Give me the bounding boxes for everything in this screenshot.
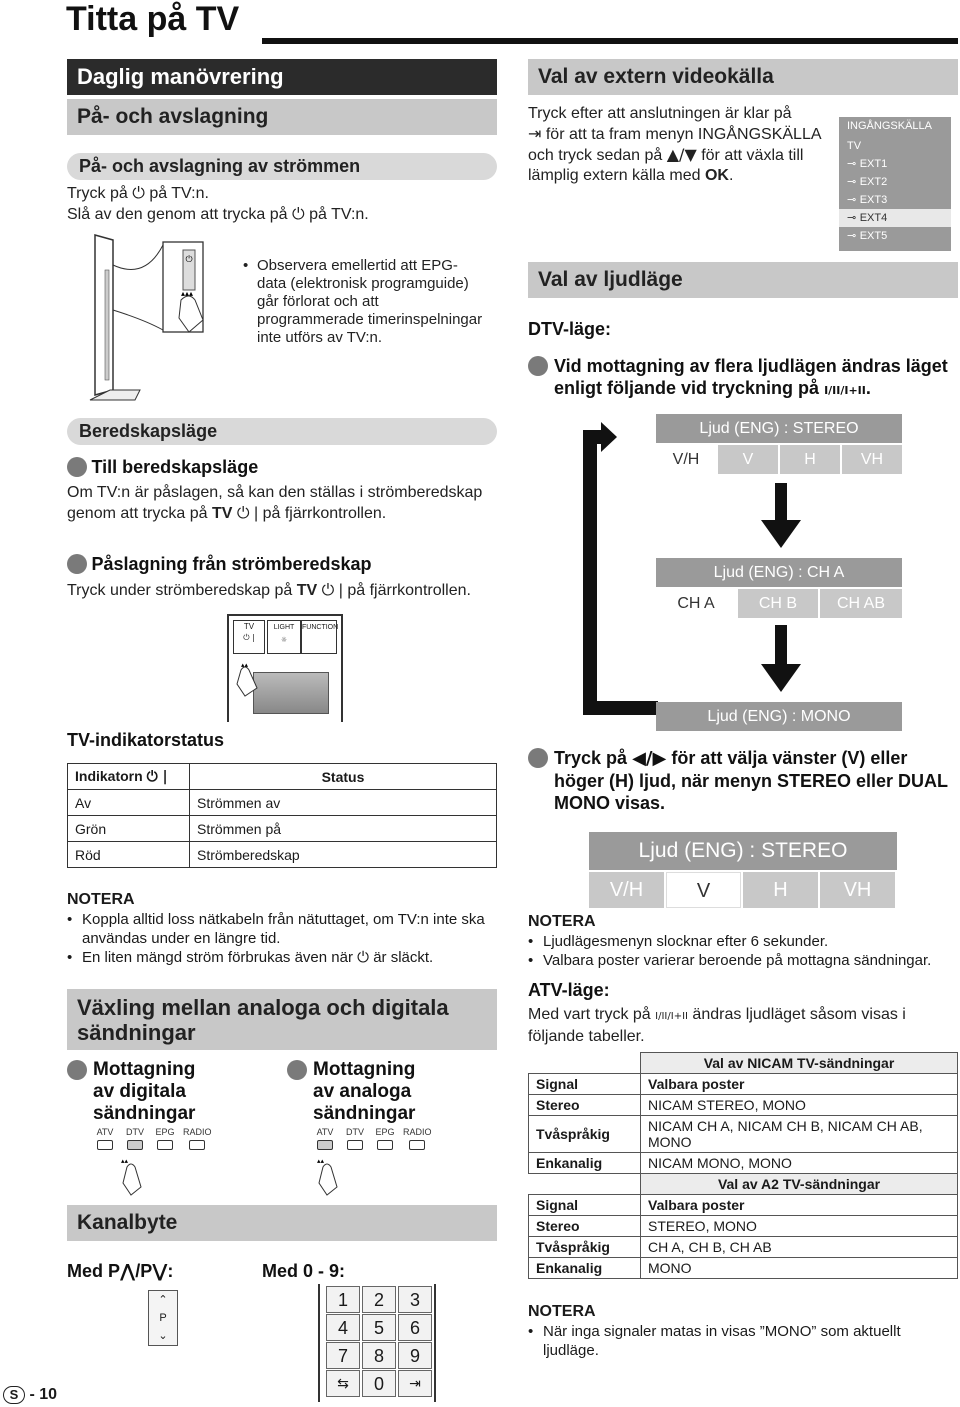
remote-screen xyxy=(253,672,329,714)
table-row: Enkanalig MONO xyxy=(529,1258,958,1279)
stereo-menu xyxy=(656,414,902,474)
page-number: S - 10 xyxy=(3,1386,57,1404)
ind-col2: Status xyxy=(190,764,497,790)
hand-icon xyxy=(233,658,263,698)
digit-key[interactable]: 0 xyxy=(362,1370,396,1397)
table-row: Av Strömmen av xyxy=(68,790,497,816)
digit-key[interactable]: 5 xyxy=(362,1314,396,1341)
note-item: • Ljudlägesmenyn slocknar efter 6 sekunder. xyxy=(528,932,956,951)
return-icon[interactable]: ⇆ xyxy=(326,1370,360,1397)
p-rocker[interactable]: ⌃ P ⌄ xyxy=(148,1290,178,1346)
mott-dig: Mottagning av digitala sändningar xyxy=(67,1059,217,1125)
cha-option: CH AB xyxy=(820,589,902,618)
paslag-text: Tryck under strömberedskap på TV ⏻ | på fjärrkontrollen. xyxy=(67,580,471,599)
remote-tv-key: TV ⏻ | xyxy=(233,620,265,654)
dtv-key[interactable] xyxy=(127,1140,143,1150)
section-vaxling: Växling mellan analoga och digitala sändningar xyxy=(67,989,497,1050)
pill-pa-av-strom: På- och avslagning av strömmen xyxy=(67,153,497,180)
input-icon: ⇥ xyxy=(528,124,542,143)
note-item: • Valbara poster varierar beroende på mottagna sändningar. xyxy=(528,951,956,970)
notes-left xyxy=(67,910,487,967)
radio-key[interactable] xyxy=(409,1140,425,1150)
notes-right-2 xyxy=(528,1322,928,1360)
table-row: Tvåspråkig CH A, CH B, CH AB xyxy=(529,1237,958,1258)
input-source-item[interactable]: ⊸ EXT4 xyxy=(839,209,951,227)
digit-key[interactable]: 7 xyxy=(326,1342,360,1369)
plug-icon: ⊸ xyxy=(847,175,860,188)
mott-ana: Mottagning av analoga sändningar xyxy=(287,1059,437,1125)
bullet-icon xyxy=(528,356,548,376)
atv-key[interactable] xyxy=(97,1140,113,1150)
title-rule xyxy=(262,38,958,44)
bullet-icon xyxy=(67,457,87,477)
ind-col1: Indikatorn ⏻ | xyxy=(68,764,190,790)
hand-icon xyxy=(113,1155,153,1197)
med-p: Med P⋀/P⋁: xyxy=(67,1261,174,1282)
notera-left: NOTERA xyxy=(67,891,135,908)
bullet-icon xyxy=(528,748,548,768)
nicam-table: Val av NICAM TV-sändningar Signal Valbara poster Stereo NICAM STEREO, MONO Tvåspråkig NICAM CH A, NICAM CH B, NICAM CH AB, MONO Enkanalig NICAM MONO, MONO Val av A2 TV-sändningar Signal Valbara poster Stereo STEREO, MONO Tvåspråkig CH A, CH B, CH AB Enkanalig MONO xyxy=(528,1052,958,1279)
keys-analog: ATV DTV EPG RADIO ▴▴ xyxy=(313,1127,433,1202)
table-row: Stereo NICAM STEREO, MONO xyxy=(529,1095,958,1116)
svg-text:▴▴▴: ▴▴▴ xyxy=(181,289,194,298)
digit-key[interactable]: 3 xyxy=(398,1286,432,1313)
big-stereo-option: VH xyxy=(820,872,895,908)
paslag-head: Påslagning från strömberedskap xyxy=(67,553,372,575)
power-on-text: Tryck på ⏻ på TV:n. Slå av den genom att trycka på ⏻ på TV:n. xyxy=(67,183,369,223)
notera-right: NOTERA xyxy=(528,913,596,930)
section-ljud: Val av ljudläge xyxy=(528,262,958,298)
page-badge: S xyxy=(3,1386,25,1404)
table-row: Stereo STEREO, MONO xyxy=(529,1216,958,1237)
table-row: Röd Strömberedskap xyxy=(68,842,497,868)
input-source-item[interactable]: ⊸ EXT2 xyxy=(847,175,888,188)
dtv-key[interactable] xyxy=(347,1140,363,1150)
chevron-down-icon: ⌄ xyxy=(158,1329,168,1342)
up-down-arrows-icon: ▲/▼ xyxy=(666,145,697,164)
svg-text:⏻: ⏻ xyxy=(185,255,193,265)
plug-icon: ⊸ xyxy=(847,157,860,170)
plug-icon: ⊸ xyxy=(847,211,860,224)
med-09: Med 0 - 9: xyxy=(262,1261,346,1281)
atv-text: Med vart tryck på I/II/I+II ändras ljudläget såsom visas i följande tabeller. xyxy=(528,1006,906,1045)
power-icon: ⏻ xyxy=(132,183,145,202)
notes-right xyxy=(528,932,956,970)
observera-note: • Observera emellertid att EPG-data (elektronisk programguide) går förlorat och att programmerade timerinspelningar inte utförs av TV:n. xyxy=(243,257,483,346)
mono-menu: Ljud (ENG) : MONO xyxy=(656,702,902,731)
indikator-head: TV-indikatorstatus xyxy=(67,730,225,750)
note-item: • När inga signaler matas in visas ”MONO” som aktuellt ljudläge. xyxy=(528,1322,928,1360)
cha-menu-title: Ljud (ENG) : CH A xyxy=(656,558,902,587)
hand-icon xyxy=(309,1155,349,1197)
note-item: • En liten mängd ström förbrukas även när ⏻ är släckt. xyxy=(67,948,487,967)
digit-keypad xyxy=(318,1284,436,1402)
plug-icon: ⊸ xyxy=(847,193,860,206)
input-icon[interactable]: ⇥ xyxy=(398,1370,432,1397)
section-daglig: Daglig manövrering xyxy=(67,59,497,95)
extern-text: Tryck efter att anslutningen är klar på ⇥ för att ta fram menyn INGÅNGSKÄLLA och tryck sedan på ▲/▼ för att växla till lämplig extern källa med OK. xyxy=(528,105,821,184)
atv-key[interactable] xyxy=(317,1140,333,1150)
epg-key[interactable] xyxy=(377,1140,393,1150)
note-item: • Koppla alltid loss nätkabeln från nätuttaget, om TV:n inte ska användas under en längre tid. xyxy=(67,910,487,948)
stereo-option: V xyxy=(718,445,778,474)
input-source-item[interactable]: ⊸ EXT1 xyxy=(847,157,888,170)
page-title: Titta på TV xyxy=(66,0,240,38)
till-beredskap-text: Om TV:n är påslagen, så kan den ställas i strömberedskap genom att trycka på TV ⏻ | på fjärrkontrollen. xyxy=(67,484,483,522)
power-icon: ⏻ xyxy=(236,503,250,522)
till-beredskap-head: Till beredskapsläge xyxy=(67,456,258,478)
keys-digital: ATV DTV EPG RADIO ▴▴ xyxy=(93,1127,213,1202)
digit-key[interactable]: 1 xyxy=(326,1286,360,1313)
stereo-option: H xyxy=(780,445,840,474)
chevron-up-icon: ⌃ xyxy=(158,1293,168,1306)
bullet-icon xyxy=(67,1060,87,1080)
digit-key[interactable]: 9 xyxy=(398,1342,432,1369)
input-source-item[interactable]: ⊸ EXT5 xyxy=(847,229,888,242)
digit-key[interactable]: 2 xyxy=(362,1286,396,1313)
left-right-arrows-icon: ◀/▶ xyxy=(632,748,667,769)
tv-power-illustration xyxy=(85,230,255,405)
big-stereo-menu xyxy=(589,832,897,908)
notera-right-2: NOTERA xyxy=(528,1303,596,1320)
svg-text:▴▴: ▴▴ xyxy=(241,661,249,669)
stereo-option: VH xyxy=(842,445,902,474)
big-stereo-option: V xyxy=(666,872,741,908)
bullet-icon xyxy=(67,554,87,574)
remote-function-key: FUNCTION xyxy=(301,620,337,654)
cha-menu xyxy=(656,558,902,618)
svg-text:▴▴: ▴▴ xyxy=(317,1157,325,1165)
bullet-icon xyxy=(287,1060,307,1080)
remote-light-key: LIGHT ☼ xyxy=(267,620,301,654)
sound-mode-icon: I/II/I+II xyxy=(824,384,866,397)
remote-illustration xyxy=(227,614,343,722)
input-source-item[interactable]: ⊸ EXT3 xyxy=(847,193,888,206)
section-pa-av: På- och avslagning xyxy=(67,99,497,135)
big-stereo-title: Ljud (ENG) : STEREO xyxy=(589,832,897,870)
section-kanalbyte: Kanalbyte xyxy=(67,1205,497,1241)
section-extern: Val av extern videokälla xyxy=(528,59,958,95)
vid-mott: Vid mottagning av flera ljudlägen ändras läget enligt följande vid tryckning på I/II/I+II. xyxy=(528,355,948,402)
table-row: Grön Strömmen på xyxy=(68,816,497,842)
table-row: Tvåspråkig NICAM CH A, NICAM CH B, NICAM CH AB, MONO xyxy=(529,1116,958,1153)
stereo-option: V/H xyxy=(656,445,716,474)
big-stereo-option: H xyxy=(743,872,818,908)
sound-mode-icon: I/II/I+II xyxy=(655,1011,688,1022)
tryck-lr: Tryck på ◀/▶ för att välja vänster (V) eller höger (H) ljud, när menyn STEREO eller DUAL MONO visas. xyxy=(528,747,956,814)
pill-beredskap: Beredskapsläge xyxy=(67,418,497,445)
indikator-table xyxy=(67,763,497,868)
table-row: Enkanalig NICAM MONO, MONO xyxy=(529,1153,958,1174)
epg-key[interactable] xyxy=(157,1140,173,1150)
cha-option: CH A xyxy=(656,589,736,618)
power-icon: ⏻ xyxy=(292,204,305,223)
dtv-lage: DTV-läge: xyxy=(528,319,612,339)
plug-icon: ⊸ xyxy=(847,229,860,242)
cha-option: CH B xyxy=(738,589,818,618)
radio-key[interactable] xyxy=(189,1140,205,1150)
digit-key[interactable]: 6 xyxy=(398,1314,432,1341)
digit-key[interactable]: 4 xyxy=(326,1314,360,1341)
input-source-item[interactable]: TV xyxy=(847,140,862,152)
atv-lage: ATV-läge: xyxy=(528,980,610,1000)
digit-key[interactable]: 8 xyxy=(362,1342,396,1369)
svg-text:▴▴: ▴▴ xyxy=(121,1157,129,1165)
menu-title: INGÅNGSKÄLLA xyxy=(847,120,932,132)
power-icon: ⏻ xyxy=(321,580,335,599)
big-stereo-option: V/H xyxy=(589,872,664,908)
stereo-menu-title: Ljud (ENG) : STEREO xyxy=(656,414,902,443)
input-source-menu xyxy=(839,117,951,251)
